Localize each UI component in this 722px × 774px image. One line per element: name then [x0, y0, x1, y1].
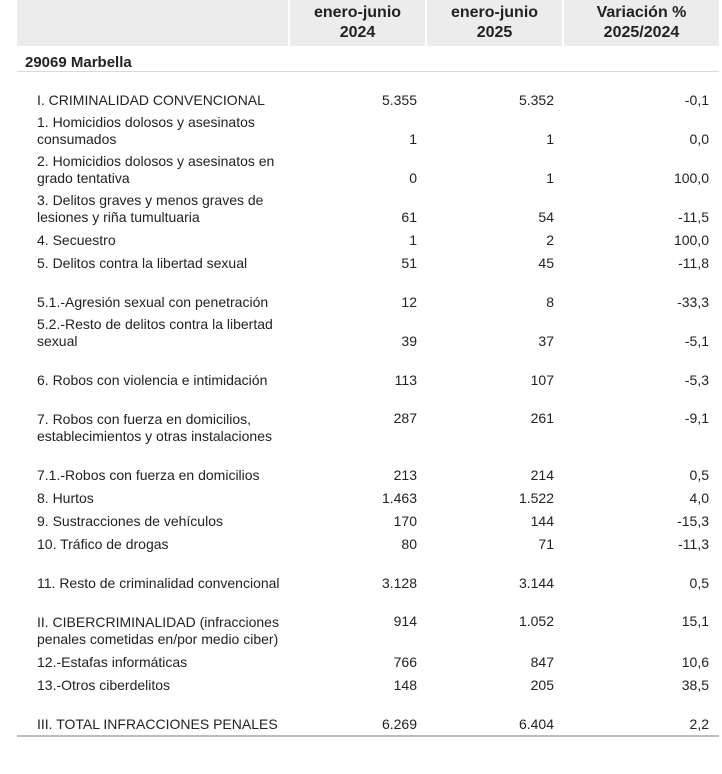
row-value-2024: 80	[401, 536, 417, 552]
row-label: I. CRIMINALIDAD CONVENCIONAL	[37, 92, 265, 108]
table-row	[17, 555, 719, 594]
row-value-2024: 170	[393, 513, 417, 529]
row-variation: 0,5	[689, 467, 709, 483]
row-label: 12.-Estafas informáticas	[37, 654, 188, 670]
row-value-2024: 0	[409, 170, 417, 186]
row-label: II. CIBERCRIMINALIDAD (infracciones penales cometidas en/por medio ciber)	[37, 614, 279, 647]
row-label: 7.1.-Robos con fuerza en domicilios	[37, 467, 260, 483]
row-value-2025: 214	[530, 467, 554, 483]
row-variation: 2,2	[564, 696, 719, 737]
row-value-2024: 51	[401, 255, 417, 271]
row-value-2024: 1.463	[381, 490, 417, 506]
row-value-2025: 45	[538, 255, 554, 271]
section-title: 29069 Marbella	[17, 46, 719, 72]
header-variation: Variación % 2025/2024	[564, 0, 719, 46]
row-label: 2. Homicidios dolosos y asesinatos en grado tentativa	[37, 153, 275, 186]
header-2025: enero-junio 2025	[427, 0, 564, 46]
row-label: III. TOTAL INFRACCIONES PENALES	[17, 696, 290, 737]
header-2024: enero-junio 2024	[290, 0, 427, 46]
row-value-2025: 5.352	[518, 92, 554, 108]
row-label: 3. Delitos graves y menos graves de lesiones y riña tumultuaria	[37, 192, 264, 225]
row-value-2025: 205	[530, 677, 554, 693]
row-value-2025: 1.522	[518, 490, 554, 506]
table-row	[17, 189, 719, 228]
row-variation: -11,8	[678, 255, 709, 271]
row-value-2025: 107	[530, 372, 554, 388]
row-value-2025: 8	[546, 294, 554, 310]
row-label: 4. Secuestro	[37, 232, 116, 248]
row-value-2024: 1	[409, 232, 417, 248]
table-row	[17, 251, 719, 274]
table-row	[17, 594, 719, 650]
table-row	[17, 447, 719, 486]
table-row	[17, 150, 719, 189]
table-row	[17, 352, 719, 391]
row-value-2025: 3.144	[518, 575, 554, 591]
row-variation: 100,0	[673, 170, 709, 186]
table-row	[17, 228, 719, 251]
row-variation: 0,5	[689, 575, 709, 591]
row-value-2025: 1	[546, 170, 554, 186]
header-blank	[17, 0, 290, 46]
row-variation: -5,3	[684, 372, 709, 388]
row-value-2024: 766	[393, 654, 417, 670]
table-row	[17, 111, 719, 150]
row-variation: -33,3	[677, 294, 709, 310]
row-label: 6. Robos con violencia e intimidación	[37, 372, 268, 388]
row-variation: -5,1	[684, 333, 709, 349]
row-variation: 10,6	[681, 654, 709, 670]
row-variation: -11,5	[678, 209, 709, 225]
row-variation: -0,1	[684, 92, 709, 108]
row-variation: 15,1	[681, 612, 709, 629]
table-row	[17, 72, 719, 111]
row-label: 9. Sustracciones de vehículos	[37, 513, 223, 529]
table-row	[17, 391, 719, 447]
crime-statistics-table	[17, 0, 719, 737]
row-value-2025: 261	[530, 409, 554, 426]
row-value-2024: 213	[393, 467, 417, 483]
table-row	[17, 650, 719, 673]
row-value-2024: 6.269	[290, 696, 427, 737]
row-label: 10. Tráfico de drogas	[37, 536, 169, 552]
section-row	[17, 46, 719, 72]
table-row	[17, 509, 719, 532]
row-variation: -9,1	[684, 409, 709, 426]
row-value-2025: 71	[538, 536, 554, 552]
table-row	[17, 696, 719, 737]
row-label: 7. Robos con fuerza en domicilios, establecimientos y otras instalaciones	[37, 411, 273, 444]
row-value-2024: 3.128	[381, 575, 417, 591]
row-label: 5. Delitos contra la libertad sexual	[37, 255, 248, 271]
row-value-2025: 2	[546, 232, 554, 248]
table-row	[17, 486, 719, 509]
row-value-2025: 1.052	[518, 612, 554, 629]
table-row	[17, 673, 719, 696]
table-row	[17, 313, 719, 352]
row-value-2024: 148	[393, 677, 417, 693]
row-value-2024: 1	[409, 131, 417, 147]
row-label: 5.1.-Agresión sexual con penetración	[37, 294, 269, 310]
row-value-2024: 914	[393, 612, 417, 629]
row-label: 1. Homicidios dolosos y asesinatos consumados	[37, 114, 255, 147]
row-value-2024: 113	[394, 372, 417, 388]
row-variation: -11,3	[678, 536, 709, 552]
row-value-2025: 847	[530, 654, 554, 670]
table-row	[17, 274, 719, 313]
header-row	[17, 0, 719, 46]
row-value-2025: 37	[538, 333, 554, 349]
row-value-2024: 287	[393, 409, 417, 426]
row-value-2025: 54	[538, 209, 554, 225]
row-value-2024: 39	[401, 333, 417, 349]
table-row	[17, 532, 719, 555]
row-variation: 4,0	[689, 490, 709, 506]
row-label: 13.-Otros ciberdelitos	[37, 677, 171, 693]
row-variation: 100,0	[673, 232, 709, 248]
row-label: 8. Hurtos	[37, 490, 94, 506]
row-value-2025: 144	[530, 513, 554, 529]
row-value-2024: 12	[401, 294, 417, 310]
row-value-2025: 6.404	[427, 696, 564, 737]
row-value-2024: 5.355	[381, 92, 417, 108]
row-label: 5.2.-Resto de delitos contra la libertad sexual	[37, 316, 273, 349]
row-variation: 0,0	[689, 131, 709, 147]
row-variation: 38,5	[681, 677, 709, 693]
row-label: 11. Resto de criminalidad convencional	[37, 575, 280, 591]
row-value-2025: 1	[546, 131, 554, 147]
row-value-2024: 61	[401, 209, 417, 225]
row-variation: -15,3	[677, 513, 709, 529]
